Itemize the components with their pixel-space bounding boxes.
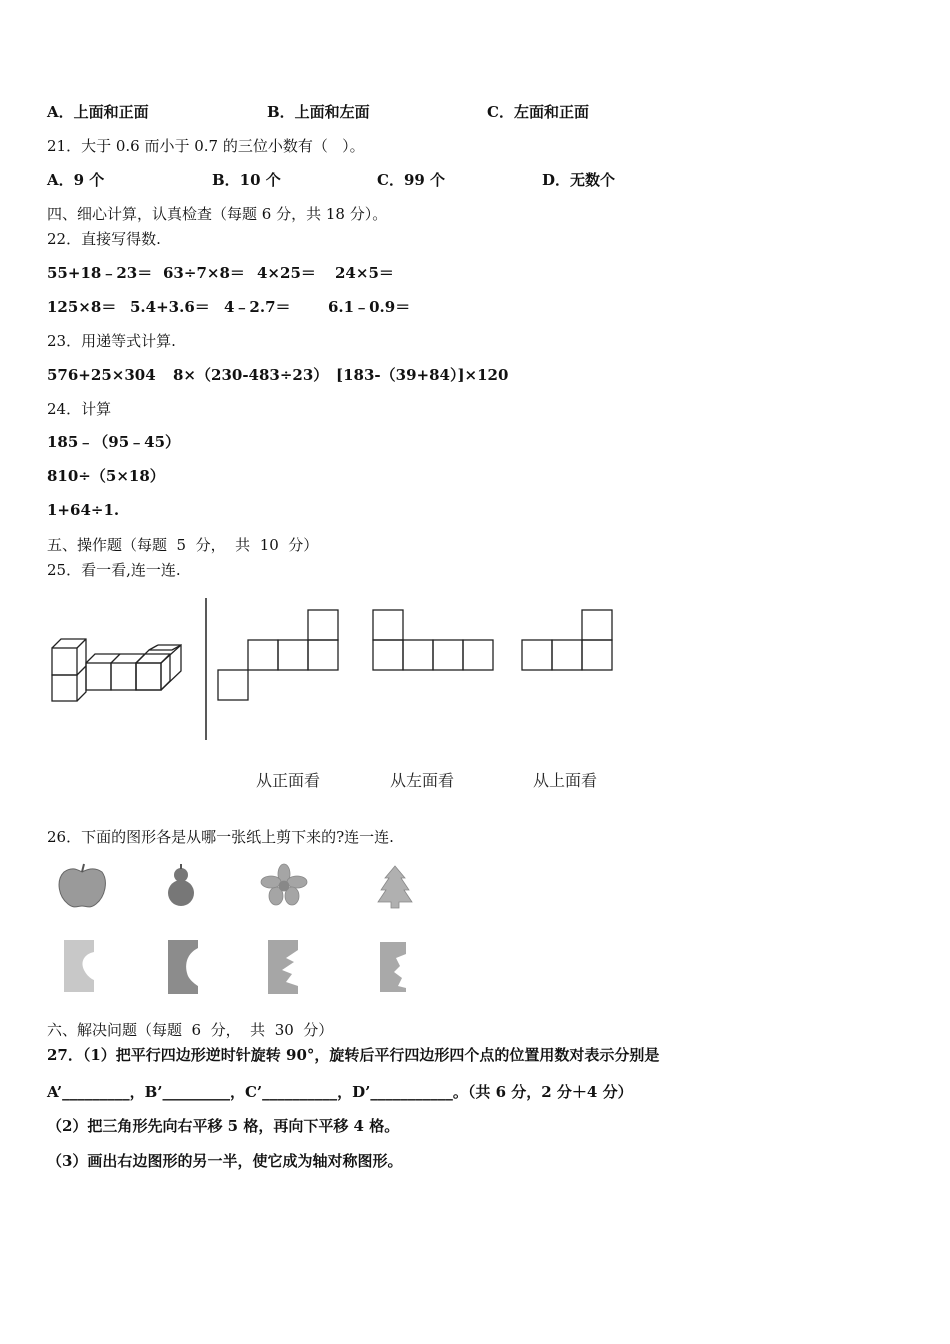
caption-front-view: 从正面看 (256, 771, 321, 790)
caption-left-view: 从左面看 (390, 771, 455, 790)
q20-option-a: A．上面和正面 (47, 103, 149, 121)
q22-item: 6.1﹣0.9＝ (328, 298, 411, 316)
q24-item: 810÷（5×18） (47, 467, 165, 485)
paper-sheet-3 (268, 940, 298, 994)
flower-shape (261, 864, 307, 905)
q27-line4: （3）画出右边图形的另一半，使它成为轴对称图形。 (47, 1152, 403, 1170)
q21-option-c: C．99 个 (377, 171, 446, 189)
view-2-grid (373, 610, 493, 670)
view-1-grid (218, 610, 338, 700)
q20-option-c: C．左面和正面 (487, 103, 589, 121)
q26-shapes-figure (50, 862, 430, 1002)
section4-title: 四、细心计算，认真检查（每题 6 分，共 18 分）。 (47, 205, 388, 223)
q24-stem: 24．计算 (47, 400, 112, 418)
view-3-grid (522, 610, 612, 670)
paper-sheet-1 (64, 940, 94, 992)
q23-item: 8×（230-483÷23） (173, 366, 329, 384)
q23-item: [183-（39+84）]×120 (336, 366, 509, 384)
section6-title: 六、解决问题（每题 6 分， 共 30 分） (47, 1021, 334, 1039)
q27-line3: （2）把三角形先向右平移 5 格，再向下平移 4 格。 (47, 1117, 400, 1135)
q22-item: 55+18﹣23＝ (47, 264, 153, 282)
q22-item: 4×25＝ (257, 264, 316, 282)
q23-item: 576+25×304 (47, 366, 156, 384)
q21-option-a: A．9 个 (47, 171, 105, 189)
tree-shape (378, 866, 412, 908)
q22-stem: 22．直接写得数. (47, 230, 161, 248)
paper-sheet-2 (168, 940, 198, 994)
q27-line2: A’_________，B’_________，C’__________，D’___________。（共 6 分，2 分＋4 分） (47, 1083, 633, 1101)
apple-shape (59, 869, 105, 907)
q20-option-b: B．上面和左面 (267, 103, 370, 121)
section5-title: 五、操作题（每题 5 分， 共 10 分） (47, 536, 319, 554)
q24-item: 1+64÷1. (47, 501, 120, 519)
gourd-shape (168, 864, 194, 906)
q24-item: 185﹣（95﹣45） (47, 433, 181, 451)
caption-top-view: 从上面看 (533, 771, 598, 790)
q26-stem: 26．下面的图形各是从哪一张纸上剪下来的?连一连. (47, 828, 394, 846)
cube-stack-figure (52, 639, 181, 701)
q21-option-b: B．10 个 (212, 171, 281, 189)
q27-line1: 27．（1）把平行四边形逆时针旋转 90°，旋转后平行四边形四个点的位置用数对表示分别是 (47, 1046, 660, 1064)
q22-item: 4﹣2.7＝ (224, 298, 291, 316)
q22-item: 5.4+3.6＝ (130, 298, 210, 316)
q25-views-figure (40, 590, 640, 750)
q21-option-d: D．无数个 (542, 171, 616, 189)
q22-item: 125×8＝ (47, 298, 117, 316)
q21-stem: 21．大于 0.6 而小于 0.7 的三位小数有（ ）。 (47, 137, 365, 155)
q25-stem: 25．看一看,连一连. (47, 561, 181, 579)
q22-item: 63÷7×8＝ (163, 264, 245, 282)
q22-item: 24×5＝ (335, 264, 394, 282)
q23-stem: 23．用递等式计算. (47, 332, 176, 350)
paper-sheet-4 (380, 942, 406, 992)
